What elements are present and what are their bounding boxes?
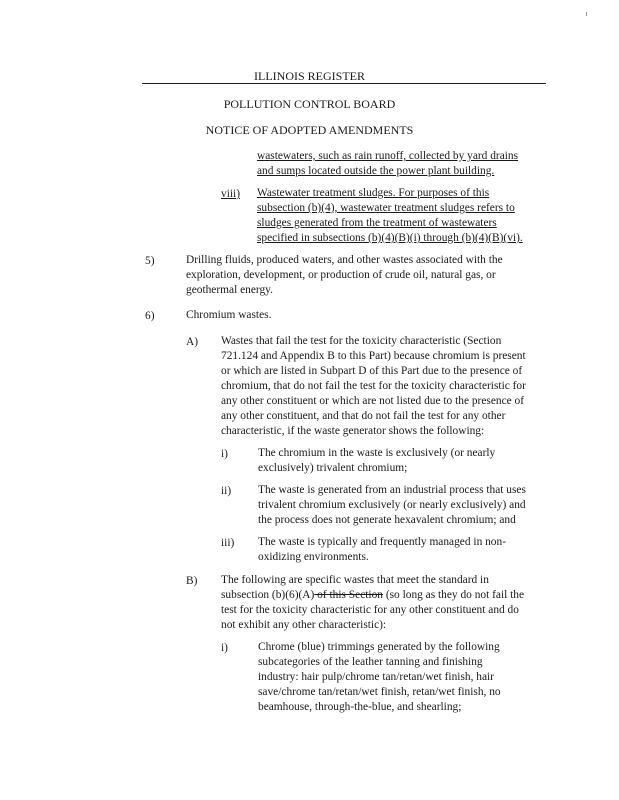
item-6B-line-1: The following are specific wastes that meet the standard in (221, 574, 489, 586)
item-5-line-2: exploration, development, or production of crude oil, natural gas, or (186, 269, 496, 281)
item-viii-line-4: specified in subsections (b)(4)(B)(i) through (b)(4)(B)(vi). (257, 232, 523, 244)
item-6A-i-number: i) (221, 448, 228, 460)
item-6B-line-2-post: (so long as they do not fail the (382, 589, 525, 601)
continuation-line-2: and sumps located outside the power plant building. (257, 165, 495, 177)
item-6A-i-line-1: The chromium in the waste is exclusively (or nearly (258, 447, 496, 459)
item-5-number: 5) (145, 255, 155, 267)
item-6B-i-line-2: subcategories of the leather tanning and finishing (258, 656, 483, 668)
scan-mark (586, 12, 587, 16)
item-5-line-1: Drilling fluids, produced waters, and other wastes associated with the (186, 254, 503, 266)
item-6B-i-number: i) (221, 642, 228, 654)
item-6B-i-line-1: Chrome (blue) trimmings generated by the following (258, 641, 500, 653)
item-6-number: 6) (145, 310, 155, 322)
item-6B-i-line-5: beamhouse, through-the-blue, and shearling; (258, 701, 462, 713)
header-rule (142, 83, 546, 84)
item-6A-iii-line-1: The waste is typically and frequently managed in non- (258, 536, 506, 548)
item-6A-ii-line-3: the process does not generate hexavalent chromium; and (258, 514, 516, 526)
item-6A-iii-line-2: oxidizing environments. (258, 551, 369, 563)
item-viii-line-2: subsection (b)(4), wastewater treatment sludges refers to (257, 202, 515, 214)
item-6B-number: B) (186, 575, 198, 587)
continuation-line-1: wastewaters, such as rain runoff, collected by yard drains (257, 150, 519, 162)
board-title: POLLUTION CONTROL BOARD (223, 97, 396, 111)
item-6A-iii-number: iii) (221, 537, 235, 549)
item-6B-line-2 (221, 588, 524, 603)
item-6B-line-2-pre: subsection (b)(6)(A) (221, 589, 315, 601)
item-6B-i-line-4: save/chrome tan/retan/wet finish, retan/wet finish, no (258, 686, 501, 698)
item-6A-line-3: or which are listed in Subpart D of this Part due to the presence of (221, 365, 523, 377)
item-6A-line-1: Wastes that fail the test for the toxicity characteristic (Section (221, 335, 502, 347)
item-6A-line-5: any other constituent or which are not listed due to the presence of (221, 395, 525, 407)
item-6A-line-2: 721.124 and Appendix B to this Part) because chromium is present (221, 350, 526, 362)
item-6A-line-6: any other constituent, and that do not fail the test for any other (221, 410, 506, 422)
register-title: ILLINOIS REGISTER (254, 69, 365, 83)
item-6A-i-line-2: exclusively) trivalent chromium; (258, 462, 408, 474)
item-viii-number: viii) (221, 188, 240, 200)
item-6B-i-line-3: industry: hair pulp/chrome tan/retan/wet finish, hair (258, 671, 494, 683)
item-6A-line-4: chromium, that do not fail the test for the toxicity characteristic for (221, 380, 526, 392)
item-6A-ii-line-1: The waste is generated from an industrial process that uses (258, 484, 526, 496)
item-5-line-3: geothermal energy. (186, 284, 273, 296)
item-viii-line-1: Wastewater treatment sludges. For purposes of this (257, 187, 490, 199)
item-6-text: Chromium wastes. (186, 309, 272, 321)
item-6A-line-7: characteristic, if the waste generator shows the following: (221, 425, 485, 437)
item-6B-line-4: not exhibit any other characteristic): (221, 619, 387, 631)
item-viii-line-3: sludges generated from the treatment of wastewaters (257, 217, 497, 229)
item-6B-line-3: test for the toxicity characteristic for any other constituent and do (221, 604, 519, 616)
deleted-text: of this Section (314, 589, 383, 601)
item-6A-number: A) (186, 336, 199, 348)
notice-title: NOTICE OF ADOPTED AMENDMENTS (205, 123, 414, 137)
item-6A-ii-line-2: trivalent chromium exclusively (or nearly exclusively) and (258, 499, 526, 511)
item-6A-ii-number: ii) (221, 485, 232, 497)
